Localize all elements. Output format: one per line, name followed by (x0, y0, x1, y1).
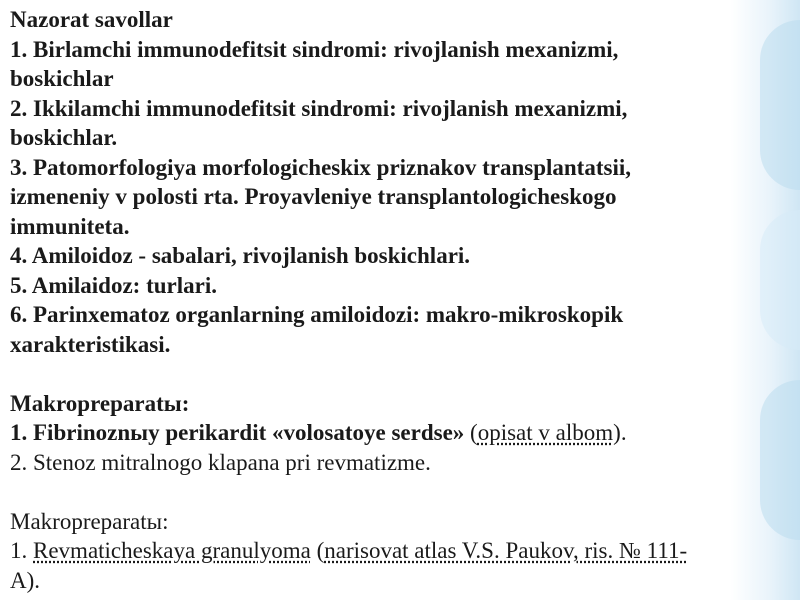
section-2-item-1-middle: ( (310, 538, 325, 563)
section-2-item-1-continuation: A). (10, 567, 41, 593)
spacer (10, 359, 770, 389)
section-1-item-1-link[interactable]: opisat v albom (477, 420, 614, 445)
question-6-line-2: xarakteristikasi. (10, 331, 171, 357)
section-2-heading: Makropreparatы: (10, 508, 169, 534)
section-1-item-1-paren-open: ( (464, 420, 478, 445)
question-1-line-1: 1. Birlamchi immunodefitsit sindromi: rivojlanish mexanizmi, (10, 36, 619, 62)
question-3-line-3: immuniteta. (10, 213, 130, 239)
section-1-heading: Makropreparatы: (10, 390, 190, 416)
question-6-line-1: 6. Parinxematoz organlarning amiloidozi: makro-mikroskopik (10, 302, 624, 327)
question-1-line-2: boskichlar (10, 66, 114, 91)
question-3-line-1: 3. Patomorfologiya morfologicheskix priznakov transplantatsii, (10, 154, 631, 180)
question-3-line-2: izmeneniy v polosti rta. Proyavleniye transplantologicheskogo (10, 184, 617, 209)
section-1-item-1 (10, 418, 770, 448)
question-2-line-1: 2. Ikkilamchi immunodefitsit sindromi: rivojlanish mexanizmi, (10, 95, 628, 121)
section-1-item-1-paren-close: ). (613, 420, 627, 445)
section-1-item-2: 2. Stenoz mitralnogo klapana pri revmatizme. (10, 449, 431, 475)
spacer (10, 477, 770, 507)
question-4: 4. Amiloidoz - sabalari, rivojlanish boskichlari. (10, 243, 471, 268)
question-5: 5. Amilaidoz: turlari. (10, 272, 217, 298)
section-1-item-1-title: 1. Fibrinoznыy perikardit «volosatoye serdse» (10, 420, 465, 445)
slide-title: Nazorat savollar (10, 7, 173, 32)
section-2-item-1-link[interactable]: Revmaticheskaya granulyoma (33, 538, 311, 563)
section-2-item-1 (10, 536, 770, 566)
section-2-item-1-reference[interactable]: narisovat atlas V.S. Paukov, ris. № 111- (324, 538, 688, 563)
slide-content (10, 5, 770, 595)
question-2-line-2: boskichlar. (10, 125, 118, 150)
section-2-item-1-prefix: 1. (10, 538, 33, 563)
